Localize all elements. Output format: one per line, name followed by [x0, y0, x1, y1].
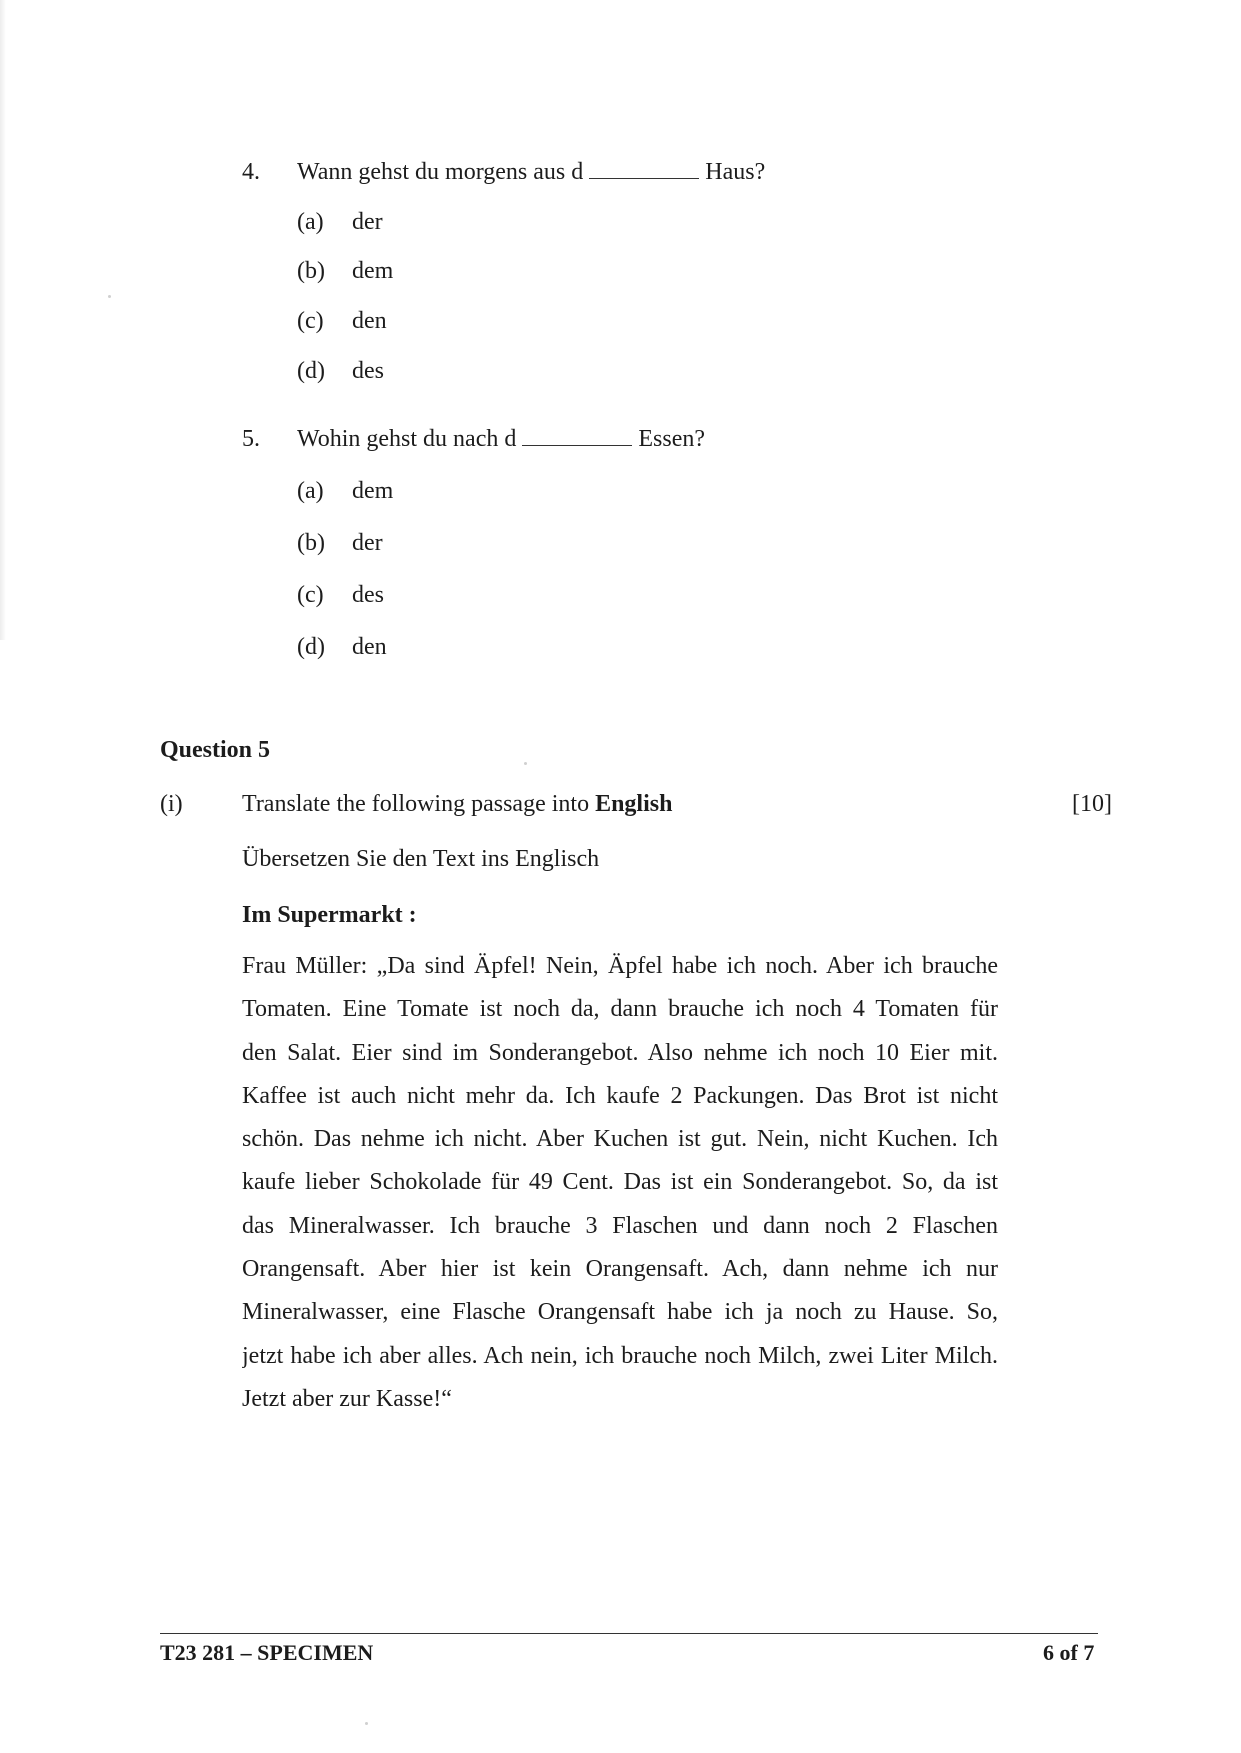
passage-line: jetzt habe ich aber alles. Ach nein, ich brauche noch Milch, zwei Liter Milch. — [242, 1342, 998, 1369]
passage-line: das Mineralwasser. Ich brauche 3 Flaschen und dann noch 2 Flaschen — [242, 1212, 998, 1239]
page-number: 6 of 7 — [1043, 1640, 1095, 1665]
passage-line: Jetzt aber zur Kasse!“ — [242, 1385, 452, 1412]
passage-line: Tomaten. Eine Tomate ist noch da, dann brauche ich noch 4 Tomaten für — [242, 996, 998, 1023]
passage-line: Orangensaft. Aber hier ist kein Orangensaft. Ach, dann nehme ich nur — [242, 1256, 998, 1283]
scan-edge-shadow — [0, 0, 6, 640]
passage-line: schön. Das nehme ich nicht. Aber Kuchen ist gut. Nein, nicht Kuchen. Ich — [242, 1126, 998, 1153]
passage-line: Frau Müller: „Da sind Äpfel! Nein, Äpfel habe ich noch. Aber ich brauche — [242, 953, 998, 979]
marks-label: [10] — [1072, 791, 1112, 817]
scan-speck — [365, 1722, 368, 1725]
passage — [242, 952, 998, 1428]
passage-line: den Salat. Eier sind im Sonderangebot. Also nehme ich noch 10 Eier mit. — [242, 1039, 998, 1066]
passage-line: Kaffee ist auch nicht mehr da. Ich kaufe 2 Packungen. Das Brot ist nicht — [242, 1082, 998, 1109]
question-number: 5. — [242, 426, 260, 452]
question-number: 4. — [242, 159, 260, 185]
passage-line: Mineralwasser, eine Flasche Orangensaft habe ich ja noch zu Hause. So, — [242, 1299, 998, 1326]
footer-divider — [160, 1633, 1098, 1634]
paper-code: T23 281 – SPECIMEN — [160, 1640, 374, 1665]
scan-speck — [524, 762, 527, 765]
scan-speck — [108, 295, 111, 298]
answer-blank — [522, 425, 632, 446]
question-stem: Wohin gehst du nach d Essen? — [297, 426, 706, 452]
passage-title: Im Supermarkt : — [242, 902, 417, 928]
question-stem: Wann gehst du morgens aus d Haus? — [297, 159, 766, 185]
instruction-de: Übersetzen Sie den Text ins Englisch — [242, 846, 600, 872]
instruction-en: Translate the following passage into English — [242, 791, 673, 817]
passage-line: kaufe lieber Schokolade für 49 Cent. Das ist ein Sonderangebot. So, da ist — [242, 1169, 998, 1196]
subpart-label: (i) — [160, 791, 183, 817]
section-title: Question 5 — [160, 737, 271, 763]
exam-page: 4. Wann gehst du morgens aus d Haus? (a) der (b) dem (c) den (d) des 5. Wohin gehst du nach d Essen? (a) dem (b) der (c) des (d) den Question 5 (i) Translate the following passage into English [10] Übersetzen Sie den Text ins Englisch Im Supermarkt : Frau Müller: „Da sind Äpfel! Nein, Äpfel habe ich noch. Aber ich brauche Tomaten. Eine Tomate ist noch da, dann brauche ich noch 4 Tomaten für den Salat. Eier sind im Sonderangebot. Also nehme ich noch 10 Eier mit. Kaffee ist auch nicht mehr da. Ich kaufe 2 Packungen. Das Brot ist nicht schön. Das nehme ich nicht. Aber Kuchen ist gut. Nein, nicht Kuchen. Ich kaufe lieber Schokolade für 49 Cent. Das ist ein Sonderangebot. So, da ist das Mineralwasser. Ich brauche 3 Flaschen und dann noch 2 Flaschen Orangensaft. Aber hier ist kein Orangensaft. Ach, dann nehme ich nur Mineralwasser, eine Flasche Orangensaft habe ich ja noch zu Hause. So, jetzt habe ich aber alles. Ach nein, ich brauche noch Milch, zwei Liter Milch. Jetzt aber zur Kasse!“ T23 281 – SPECIMEN 6 of 7 — [0, 0, 1241, 1753]
answer-blank — [589, 158, 699, 179]
